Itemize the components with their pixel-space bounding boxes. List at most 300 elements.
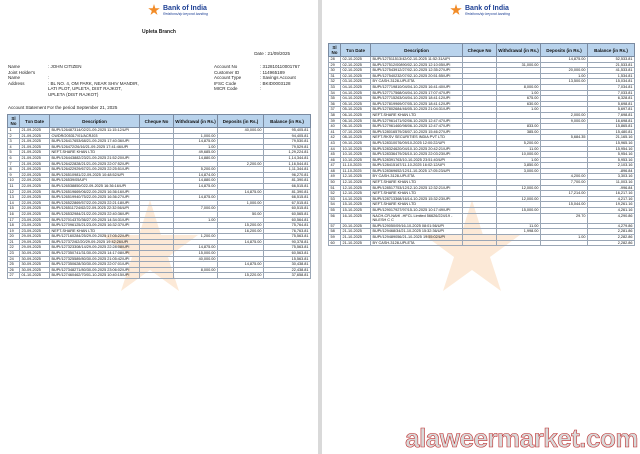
cell-balance: 1,534.81 <box>588 73 635 79</box>
cell-txn-date: 06-10-2025 <box>341 124 371 130</box>
cell-deposit: 14,875.00 <box>218 189 264 195</box>
cell-withdrawal: 15,000.00 <box>497 208 541 214</box>
cell-deposit: 17,214.00 <box>541 191 588 197</box>
cell-withdrawal: 14,875.00 <box>174 245 218 251</box>
cell-sl-no: 50 <box>329 180 341 186</box>
cell-balance: 66,515.81 <box>264 195 311 201</box>
cell-sl-no: 9 <box>8 172 20 178</box>
cell-description: BUPI/127961471/92/06-10-2025 12:47:47/UPI <box>371 118 463 124</box>
cell-description: BUPI/129017927/97/15-10-2025 10:17:49/UPI <box>371 208 463 214</box>
cell-sl-no: 41 <box>329 129 341 135</box>
cell-txn-date: 30-09-2025 <box>20 267 50 273</box>
cell-description: BUPI/126538850/022-09-2025 16:36:16/UPI <box>50 183 140 189</box>
info-line <box>8 92 139 98</box>
cell-txn-date: 10-10-2025 <box>341 146 371 152</box>
cell-description: BUPI/126510981/22-09-2025 10:48:52/UPI <box>50 172 140 178</box>
cell-txn-date: 21-09-2025 <box>20 139 50 145</box>
cell-withdrawal: 1,000.00 <box>174 133 218 139</box>
cell-description: BUPI/126511724/62/22-09-2025 22:32:56/UPI <box>50 206 140 212</box>
cell-description: NEFT-SHARE KHAN LTD <box>371 180 463 186</box>
cell-description: BUPI/126519940/75/22-09-2025 16:36:27/UPI <box>50 195 140 201</box>
cell-deposit: 14,875.00 <box>541 57 588 63</box>
cell-description: BUPI/127014370/36/27-09-2025 14:34:31/UPI <box>50 217 140 223</box>
cell-withdrawal: 3,850.00 <box>497 163 541 169</box>
cell-balance: 30,438.81 <box>264 262 311 268</box>
cell-description: BUPI/127715263/04/04-10-2025 18:41:12/UPI <box>371 96 463 102</box>
cell-description: BUPI/128336479/26/10-10-2025 22:03:23/UPI <box>371 152 463 158</box>
cell-balance: 2,281.86 <box>588 229 635 235</box>
cell-balance: 6,328.81 <box>588 96 635 102</box>
cell-balance: 4,290.86 <box>588 213 635 223</box>
cell-sl-no: 48 <box>329 168 341 174</box>
cell-description: BUPI/129468/34/21-10-2025 15:32:36/UPI <box>371 229 463 235</box>
cell-sl-no: 16 <box>8 211 20 217</box>
cell-balance: 67,515.81 <box>264 200 311 206</box>
cell-description: BUPI/127160284/25/29-09-2025 17:05:22/UPI <box>50 234 140 240</box>
cell-balance: 16,698.81 <box>588 118 635 124</box>
cell-txn-date: 02-10-2025 <box>341 62 371 68</box>
cell-balance: -996.84 <box>588 185 635 191</box>
cell-sl-no: 39 <box>329 118 341 124</box>
cell-description: BY CASH-3128-UPLETA <box>371 174 463 180</box>
cell-deposit: 9,000.00 <box>541 118 588 124</box>
cell-balance: 75,563.81 <box>264 234 311 240</box>
cell-txn-date: 02-10-2025 <box>341 68 371 74</box>
cell-description: BUPI/126519669/06/22-09-2025 16:36:16/UPI <box>50 189 140 195</box>
cell-txn-date: 05-10-2025 <box>341 107 371 113</box>
cell-sl-no: 12 <box>8 189 20 195</box>
cell-txn-date: 04-10-2025 <box>341 90 371 96</box>
cell-txn-date: 22-09-2025 <box>20 195 50 201</box>
cell-balance: 94,405.81 <box>264 133 311 139</box>
info-value: : BKID0003128 <box>260 80 291 86</box>
cell-balance: 4,261.16 <box>588 208 635 214</box>
cell-sl-no: 13 <box>8 195 20 201</box>
info-line <box>214 86 300 92</box>
cell-txn-date: 22-09-2025 <box>20 200 50 206</box>
header-deposit: Deposits (in Rs.) <box>541 44 588 57</box>
cell-txn-date: 11-10-2025 <box>341 168 371 174</box>
cell-withdrawal: 14,874.00 <box>174 172 218 178</box>
info-label: Joint Holder's Name <box>8 69 36 80</box>
cell-txn-date: 12-10-2025 <box>341 191 371 197</box>
cell-deposit: 2,000.00 <box>541 112 588 118</box>
cell-txn-date: 07-10-2025 <box>341 129 371 135</box>
cell-balance: 7,034.81 <box>588 84 635 90</box>
info-line <box>8 70 139 81</box>
cell-balance: 60,564.81 <box>264 217 311 223</box>
cell-balance: 7,033.81 <box>588 90 635 96</box>
cell-withdrawal: 7,000.00 <box>174 206 218 212</box>
cell-txn-date: 23-09-2025 <box>20 217 50 223</box>
cell-sl-no: 11 <box>8 183 20 189</box>
cell-balance: 90,378.81 <box>264 239 311 245</box>
cell-balance: 15,954.16 <box>588 146 635 152</box>
cell-sl-no: 51 <box>329 185 341 191</box>
cell-txn-date: 12-10-2025 <box>341 174 371 180</box>
info-label: Account No <box>214 64 238 69</box>
header-withdrawal: Withdrawal (in Rs.) <box>174 115 218 128</box>
cell-deposit: 13,500.00 <box>541 79 588 85</box>
cell-sl-no: 23 <box>8 251 20 257</box>
cell-txn-date: 04-10-2025 <box>341 96 371 102</box>
cell-description: BUPI/126422929/67/21-09-2025 22:25:51/UPI <box>50 167 140 173</box>
cell-deposit: 16,200.00 <box>218 228 264 234</box>
cell-sl-no: 53 <box>329 196 341 202</box>
cell-deposit: 15,044.00 <box>541 202 588 208</box>
cell-withdrawal: 15,000.00 <box>174 251 218 257</box>
cell-description: BUPI/128415167/11-10-2025 16:02:12/UPI <box>371 163 463 169</box>
cell-description: NEFT-SHARE KHAN LTD <box>371 202 463 208</box>
cell-txn-date: 09-10-2025 <box>341 140 371 146</box>
cell-sl-no: 6 <box>8 155 20 161</box>
cell-balance: 1,14,344.81 <box>264 155 311 161</box>
cell-deposit: 40,000.00 <box>218 128 264 134</box>
cell-description: BUPI/128324620/04/10-10-2025 20:42:21/UPI <box>371 146 463 152</box>
cell-txn-date: 21-09-2025 <box>20 155 50 161</box>
cell-sl-no: 52 <box>329 191 341 197</box>
cell-description: BUPI/128517753/12/12-10-2025 12:32:21/UPI <box>371 185 463 191</box>
cell-txn-date: 30-09-2025 <box>20 262 50 268</box>
star-logo-icon <box>148 4 160 16</box>
cell-balance: 81,390.81 <box>264 189 311 195</box>
cell-description: BUPI/128713368/16/14-10-2025 15:32:23/UPI <box>371 196 463 202</box>
cell-sl-no: 18 <box>8 223 20 229</box>
cell-withdrawal: 675.00 <box>497 96 541 102</box>
cell-withdrawal: 1,998.00 <box>497 229 541 235</box>
cell-sl-no: 7 <box>8 161 20 167</box>
cell-balance: 15,865.81 <box>588 124 635 130</box>
cell-txn-date: 30-09-2025 <box>20 251 50 257</box>
cell-txn-date: 16-10-2025 <box>341 213 371 223</box>
cell-sl-no: 43 <box>329 140 341 146</box>
cell-sl-no: 46 <box>329 157 341 163</box>
cell-txn-date: 21-09-2025 <box>20 144 50 150</box>
cell-txn-date: 06-10-2025 <box>341 118 371 124</box>
cell-sl-no: 29 <box>329 62 341 68</box>
cell-sl-no: 45 <box>329 152 341 158</box>
cell-description: BUPI/126472/26/16/21-09-2025 17:41:46/UPI <box>50 144 140 150</box>
cell-sl-no: 44 <box>329 146 341 152</box>
cell-txn-date: 22-09-2025 <box>20 172 50 178</box>
cell-deposit: 2,200.00 <box>218 161 264 167</box>
cell-description: BUPI/128016579/28/07-10-2025 15:46:27/UPI <box>371 129 463 135</box>
cell-sl-no: 28 <box>329 57 341 63</box>
cell-description: BUPI/126522869/57/22-09-2025 22:21:18/UPI <box>50 200 140 206</box>
cell-withdrawal: 40,000.00 <box>174 256 218 262</box>
cell-sl-no: 24 <box>8 256 20 262</box>
cell-balance: 1,16,544.81 <box>264 161 311 167</box>
info-label: Account Type <box>214 75 242 80</box>
cell-txn-date: 12-10-2025 <box>341 180 371 186</box>
cell-balance: 41,533.81 <box>588 68 635 74</box>
info-label: Customer ID <box>214 69 240 75</box>
cell-txn-date: 12-10-2025 <box>341 185 371 191</box>
cell-txn-date: 30-09-2025 <box>20 256 50 262</box>
cell-sl-no: 37 <box>329 107 341 113</box>
cell-sl-no: 59 <box>329 235 341 241</box>
cell-sl-no: 47 <box>329 163 341 169</box>
cell-balance: 15,965.16 <box>588 140 635 146</box>
cell-balance: 19,261.16 <box>588 202 635 208</box>
cell-txn-date: 02-10-2025 <box>341 73 371 79</box>
statement-date: Date : 21/09/2025 <box>254 51 290 56</box>
cell-withdrawal: 8,000.00 <box>497 84 541 90</box>
header-txn-date: Txn Date <box>20 115 50 128</box>
cell-description: BUPI/127961460/98/06-10-2025 12:47:47/UPI <box>371 124 463 130</box>
cell-txn-date: 29-09-2025 <box>20 245 50 251</box>
info-value: : BL NO. 4, OM PARK, NEAR SHIV MANDIR, <box>48 80 139 86</box>
cell-txn-date: 11-10-2025 <box>341 163 371 169</box>
header-balance: Balance (in Rs.) <box>588 44 635 57</box>
cell-txn-date: 22-09-2025 <box>20 178 50 184</box>
cell-txn-date: 23-09-2025 <box>20 228 50 234</box>
cell-description: BUPI/127350628/30/30-09-2025 22:07:01/UPI <box>50 262 140 268</box>
cell-sl-no: 38 <box>329 112 341 118</box>
cell-sl-no: 40 <box>329 124 341 130</box>
cell-balance: 60,515.81 <box>264 206 311 212</box>
cell-description: BUPI/126532984/21/22-09-2025 22:40:36/UPI <box>50 211 140 217</box>
table-row <box>8 273 311 279</box>
cell-txn-date: 21-09-2025 <box>20 128 50 134</box>
cell-balance: 2,103.16 <box>588 163 635 169</box>
cell-description: BUPI/129489056/21-10-2025 19:55:02/UPI <box>371 235 463 241</box>
cell-description: BUPI/127802684/46/05-10-2025 21:04:31/UPI <box>371 107 463 113</box>
cell-withdrawal <box>174 273 218 279</box>
cell-txn-date: 21-10-2025 <box>341 235 371 241</box>
cell-deposit: 5,684.35 <box>541 135 588 141</box>
cell-sl-no: 31 <box>329 73 341 79</box>
cell-balance: 4,217.16 <box>588 196 635 202</box>
cell-sl-no: 5 <box>8 150 20 156</box>
star-logo-icon <box>450 4 462 16</box>
header-cheque-no: Cheque No <box>140 115 174 128</box>
info-value: UPLETA (DIST RAJKOT) <box>48 91 99 97</box>
cell-txn-date: 03-10-2025 <box>341 79 371 85</box>
header-txn-date: Txn Date <box>341 44 371 57</box>
cell-sl-no: 27 <box>8 273 20 279</box>
cell-balance: 79,530.81 <box>264 139 311 145</box>
cell-cheque-no <box>463 213 497 223</box>
cell-description: NEFT-RKSV SECURITIES INDIA PVT LTD <box>371 135 463 141</box>
cell-withdrawal: 385.00 <box>497 129 541 135</box>
statement-page-2 <box>322 0 640 454</box>
cell-balance: 60,563.81 <box>264 251 311 257</box>
info-value: LATI PLOT, UPLETA, DIST RAJKOT, <box>48 86 122 91</box>
cell-sl-no: 36 <box>329 101 341 107</box>
bank-tagline: Relationship beyond banking <box>163 11 208 16</box>
cell-balance: 15,563.81 <box>264 256 311 262</box>
cell-balance: 76,763.81 <box>264 228 311 234</box>
cell-sl-no: 42 <box>329 135 341 141</box>
cell-balance: 16,217.16 <box>588 191 635 197</box>
cell-txn-date: 21-09-2025 <box>20 150 50 156</box>
cell-deposit: 14,875.00 <box>218 262 264 268</box>
cell-withdrawal: 14,875.00 <box>174 183 218 189</box>
cell-description: BY CASH-3128-UPLETA <box>371 79 463 85</box>
cell-balance: 5,697.81 <box>588 107 635 113</box>
cell-sl-no: 49 <box>329 174 341 180</box>
cell-balance: 96,270.81 <box>264 172 311 178</box>
cell-withdrawal: 14,875.00 <box>174 195 218 201</box>
cell-txn-date: 20-10-2025 <box>341 223 371 229</box>
cell-txn-date: 21-09-2025 <box>20 167 50 173</box>
cell-txn-date: 21-09-2025 <box>20 133 50 139</box>
cell-sl-no: 22 <box>8 245 20 251</box>
cell-description: BUPI/127819969/07/05-10-2025 18:41:12/UPI <box>371 101 463 107</box>
cell-txn-date: 21-10-2025 <box>341 240 371 246</box>
cell-txn-date: 08-10-2025 <box>341 135 371 141</box>
info-value: : <box>260 86 262 91</box>
cell-txn-date: 15-10-2025 <box>341 202 371 208</box>
cell-withdrawal: 11.00 <box>497 223 541 229</box>
cell-sl-no: 34 <box>329 90 341 96</box>
header-deposit: Deposits (in Rs.) <box>218 115 264 128</box>
cell-description: BUPI/127512/00890/02-10-2025 12:10:05/UPI <box>371 62 463 68</box>
watermark-site: alaweermarket.com <box>405 423 638 453</box>
cell-description: NACH-CR-NAHI -HFCL Limited 56626/224/19 -NILESH C C <box>371 213 463 223</box>
cell-deposit: 4,200.00 <box>541 174 588 180</box>
cell-txn-date: 05-10-2025 <box>341 101 371 107</box>
cell-txn-date: 04-10-2025 <box>341 84 371 90</box>
cell-sl-no: 32 <box>329 79 341 85</box>
cell-withdrawal <box>497 240 541 246</box>
transactions-table-continued <box>328 43 635 246</box>
cell-description: BUPI/128391763/10-10-2025 23:51:40/UPI <box>371 157 463 163</box>
cell-description: BUPI/127717568/04/04-10-2025 17:07:47/UPI <box>371 90 463 96</box>
cell-withdrawal: 5,200.00 <box>497 140 541 146</box>
cell-balance: 75,764.81 <box>264 223 311 229</box>
customer-details <box>8 64 139 97</box>
cell-description: BUPI/129050/09/16-10-2025 08:01:56/UPI <box>371 223 463 229</box>
info-label: Name <box>8 64 21 69</box>
info-value: : 114965189 <box>260 69 285 75</box>
cell-description: BUPI/127325589/80/30-09-2025 21:05:42/UPI <box>50 256 140 262</box>
cell-balance: 5,954.16 <box>588 152 635 158</box>
cell-description: BUPI/128369652/12/11-10-2025 17:05:23/UPI <box>371 168 463 174</box>
cell-withdrawal: 630.00 <box>497 101 541 107</box>
cell-description: BUPI/126422828/21/21-09-2025 22:07:52/UPI <box>50 161 140 167</box>
cell-deposit: 14,875.00 <box>218 239 264 245</box>
cell-txn-date: 21-10-2025 <box>341 229 371 235</box>
cell-txn-date: 15-10-2025 <box>341 208 371 214</box>
cell-deposit: 15,220.00 <box>218 273 264 279</box>
cell-deposit: 20,000.00 <box>541 68 588 74</box>
cell-description: BY CASH-3128-UPLETA <box>371 240 463 246</box>
cell-cheque-no <box>463 240 497 246</box>
cell-txn-date: 22-09-2025 <box>20 189 50 195</box>
cell-deposit: 50.00 <box>218 211 264 217</box>
cell-txn-date: 01-10-2025 <box>20 273 50 279</box>
info-label: IFSC Code <box>214 80 237 86</box>
cell-description: NEFT-SHARE KHAN LTD <box>50 150 140 156</box>
transactions-table <box>7 114 311 279</box>
cell-balance: 79,529.81 <box>264 144 311 150</box>
header-withdrawal: Withdrawal (in Rs.) <box>497 44 541 57</box>
cell-description: BUPI/127511513/42/02-10-2025 11:52:31/UPI <box>371 57 463 63</box>
cell-txn-date: 21-09-2025 <box>20 161 50 167</box>
cell-sl-no: 1 <box>8 128 20 134</box>
cell-deposit <box>541 240 588 246</box>
cell-balance: 21,533.81 <box>588 62 635 68</box>
cell-deposit: 1.00 <box>541 235 588 241</box>
statement-page-1 <box>0 0 318 454</box>
cell-description: BUPI/126487314/02/21-09-2025 11:15:12/UPI <box>50 128 140 134</box>
bank-logo <box>450 4 510 16</box>
cell-withdrawal: 8,000.00 <box>174 267 218 273</box>
cell-balance: 37,658.81 <box>264 273 311 279</box>
statement-period: Account Statement For the period September 21, 2025 <box>8 105 118 110</box>
cell-withdrawal: 5,200.00 <box>174 167 218 173</box>
cell-balance: 95,405.81 <box>264 128 311 134</box>
cell-txn-date: 29-09-2025 <box>20 234 50 240</box>
cell-sl-no: 15 <box>8 206 20 212</box>
bank-tagline: Relationship beyond banking <box>465 11 510 16</box>
cell-withdrawal: 3,000.00 <box>497 168 541 174</box>
branch-name: Upleta Branch <box>142 29 176 35</box>
cell-sl-no: 55 <box>329 208 341 214</box>
account-details <box>214 64 300 92</box>
header-balance: Balance (in Rs.) <box>264 115 311 128</box>
cell-description: NEFT-SHARE KHAN LTD <box>50 228 140 234</box>
header-sl-no: Sl No <box>8 115 20 128</box>
header-sl-no: Sl No <box>329 44 341 57</box>
cell-txn-date: 22-09-2025 <box>20 206 50 212</box>
cell-balance: 60,565.81 <box>264 211 311 217</box>
cell-sl-no: 56 <box>329 213 341 223</box>
info-value: : 312810110001767 <box>260 64 300 69</box>
cell-sl-no: 2 <box>8 133 20 139</box>
cell-description: BUPI/127350741/31/30-09-2025 14:17:08/UPI <box>50 251 140 257</box>
cell-description: BUPI/127719810/04/04-10-2025 16:41:40/UPI <box>371 84 463 90</box>
cell-withdrawal: 14,880.00 <box>174 155 218 161</box>
cell-sl-no: 54 <box>329 202 341 208</box>
cell-withdrawal: 12,000.00 <box>497 185 541 191</box>
cell-balance: 2,282.86 <box>588 235 635 241</box>
cell-txn-date: 29-09-2025 <box>20 239 50 245</box>
header-description: Description <box>371 44 463 57</box>
info-value: : <box>48 75 50 80</box>
cell-sl-no: 21 <box>8 239 20 245</box>
cell-sl-no: 57 <box>329 223 341 229</box>
cell-description: BUPI/126443882/23/21-09-2025 21:52:20/UPI <box>50 155 140 161</box>
cell-txn-date: 14-10-2025 <box>341 196 371 202</box>
cell-deposit: 1.00 <box>541 73 588 79</box>
cell-description: BUPI/127460462/70/01-10-2025 10:40:15/UPI <box>50 273 140 279</box>
cell-withdrawal: 11.00 <box>497 146 541 152</box>
cell-withdrawal: 49,685.00 <box>174 150 218 156</box>
cell-deposit: 7,700.00 <box>541 180 588 186</box>
cell-sl-no: 26 <box>8 267 20 273</box>
cell-withdrawal: 1.00 <box>497 157 541 163</box>
cell-txn-date: 10-10-2025 <box>341 152 371 158</box>
bank-logo <box>148 4 208 16</box>
cell-withdrawal <box>497 213 541 223</box>
cell-deposit: 15,200.00 <box>218 223 264 229</box>
cell-withdrawal: 10,000.00 <box>497 152 541 158</box>
cell-withdrawal: 14,875.00 <box>174 139 218 145</box>
table-row <box>329 213 635 223</box>
cell-txn-date: 06-10-2025 <box>341 112 371 118</box>
cell-sl-no: 30 <box>329 68 341 74</box>
cell-description: BUPI/127348271/80/30-09-2025 23:06:02/UPI <box>50 267 140 273</box>
cell-balance: 15,480.81 <box>588 129 635 135</box>
cell-txn-date: 02-10-2025 <box>341 57 371 63</box>
cell-description: CWDR/205317/01/ACRJ03 <box>50 133 140 139</box>
info-label: MICR Code <box>214 86 238 91</box>
cell-withdrawal: 833.00 <box>497 124 541 130</box>
cell-description: BUPI/126417653/68/21-09-2025 17:40:36/UPI <box>50 139 140 145</box>
